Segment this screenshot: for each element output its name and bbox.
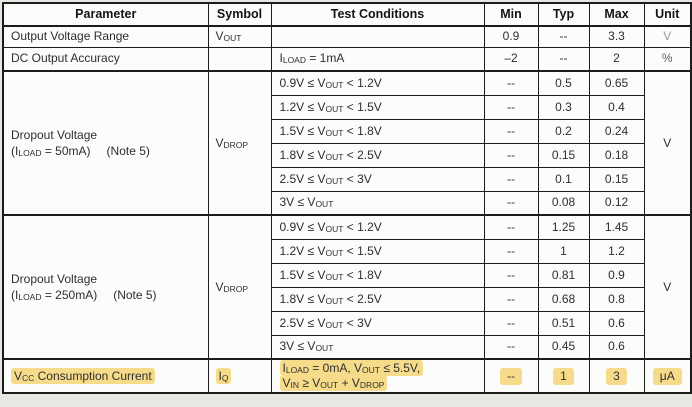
cell-max: 0.12 <box>589 191 644 215</box>
header-typ: Typ <box>538 3 589 26</box>
cell-min: -- <box>484 71 538 95</box>
cell-min: -- <box>484 359 538 393</box>
cell-unit: V <box>644 26 691 47</box>
cell-min: -- <box>484 311 538 335</box>
cell-max: 0.8 <box>589 287 644 311</box>
electrical-characteristics-table <box>2 2 692 394</box>
cell-max: 2 <box>589 47 644 71</box>
cell-typ: 0.51 <box>538 311 589 335</box>
cell-max: 3 <box>589 359 644 393</box>
cell-test-condition <box>271 359 484 393</box>
cell-test-condition: ILOAD = 1mA <box>271 47 484 71</box>
cell-min: -- <box>484 215 538 239</box>
cell-test-condition: 1.5V ≤ VOUT < 1.8V <box>271 263 484 287</box>
cell-symbol-iq <box>208 359 271 393</box>
cell-min: -- <box>484 143 538 167</box>
cell-min: 0.9 <box>484 26 538 47</box>
cell-min: -- <box>484 287 538 311</box>
cell-test-condition: 2.5V ≤ VOUT < 3V <box>271 311 484 335</box>
cell-max: 3.3 <box>589 26 644 47</box>
cell-typ: 1 <box>538 359 589 393</box>
cell-max: 1.2 <box>589 239 644 263</box>
header-min: Min <box>484 3 538 26</box>
cell-min: -- <box>484 335 538 359</box>
cell-max: 0.65 <box>589 71 644 95</box>
cell-typ: 1.25 <box>538 215 589 239</box>
header-row <box>3 3 691 26</box>
cell-min: -- <box>484 167 538 191</box>
cell-min: -- <box>484 119 538 143</box>
cell-symbol-vdrop: VDROP <box>208 215 271 359</box>
cell-typ: 0.15 <box>538 143 589 167</box>
cell-max: 0.4 <box>589 95 644 119</box>
cell-min: –2 <box>484 47 538 71</box>
cell-test-condition: 1.2V ≤ VOUT < 1.5V <box>271 239 484 263</box>
cell-test-condition: 3V ≤ VOUT <box>271 335 484 359</box>
cell-min: -- <box>484 263 538 287</box>
header-unit: Unit <box>644 3 691 26</box>
cell-typ: 0.08 <box>538 191 589 215</box>
cell-test-condition: 1.8V ≤ VOUT < 2.5V <box>271 143 484 167</box>
cell-max: 0.18 <box>589 143 644 167</box>
cell-min: -- <box>484 239 538 263</box>
cell-test-condition <box>271 26 484 47</box>
cell-max: 0.6 <box>589 311 644 335</box>
cell-max: 0.15 <box>589 167 644 191</box>
cell-typ: 0.81 <box>538 263 589 287</box>
header-symbol: Symbol <box>208 3 271 26</box>
cell-max: 0.9 <box>589 263 644 287</box>
cell-max: 0.24 <box>589 119 644 143</box>
cell-unit: V <box>644 71 691 215</box>
parameter-line2: (ILOAD = 50mA) (Note 5) <box>11 143 150 158</box>
cell-unit: μA <box>644 359 691 393</box>
table-row <box>3 71 691 95</box>
cell-symbol-vdrop: VDROP <box>208 71 271 215</box>
cell-typ: -- <box>538 26 589 47</box>
cell-parameter: DC Output Accuracy <box>3 47 208 71</box>
cell-typ: 1 <box>538 239 589 263</box>
cell-typ: -- <box>538 47 589 71</box>
table-row <box>3 215 691 239</box>
cell-test-condition: 2.5V ≤ VOUT < 3V <box>271 167 484 191</box>
cell-typ: 0.45 <box>538 335 589 359</box>
cell-typ: 0.3 <box>538 95 589 119</box>
cell-typ: 0.1 <box>538 167 589 191</box>
cell-test-condition: 1.5V ≤ VOUT < 1.8V <box>271 119 484 143</box>
parameter-line1: Dropout Voltage <box>11 271 98 286</box>
cell-typ: 0.2 <box>538 119 589 143</box>
highlight: IQ <box>216 368 232 384</box>
cell-typ: 0.68 <box>538 287 589 311</box>
header-test-conditions: Test Conditions <box>271 3 484 26</box>
table-row <box>3 26 691 47</box>
table-row-highlighted <box>3 359 691 393</box>
cell-max: 1.45 <box>589 215 644 239</box>
cell-symbol <box>208 47 271 71</box>
cell-test-condition: 0.9V ≤ VOUT < 1.2V <box>271 215 484 239</box>
cell-test-condition: 0.9V ≤ VOUT < 1.2V <box>271 71 484 95</box>
cell-min: -- <box>484 95 538 119</box>
cell-min: -- <box>484 191 538 215</box>
cell-test-condition: 1.2V ≤ VOUT < 1.5V <box>271 95 484 119</box>
header-max: Max <box>589 3 644 26</box>
cell-unit: % <box>644 47 691 71</box>
cell-parameter-vcc-current <box>3 359 208 393</box>
cell-test-condition: 3V ≤ VOUT <box>271 191 484 215</box>
cell-parameter: Output Voltage Range <box>3 26 208 47</box>
parameter-line2: (ILOAD = 250mA) (Note 5) <box>11 287 157 302</box>
cell-typ: 0.5 <box>538 71 589 95</box>
parameter-line1: Dropout Voltage <box>11 127 98 142</box>
condition-line1: ILOAD = 0mA, VOUT ≤ 5.5V, <box>280 361 477 376</box>
table-row <box>3 47 691 71</box>
cell-parameter-dropout-50ma <box>3 71 208 215</box>
note-ref: (Note 5) <box>106 143 150 158</box>
highlight: VCC Consumption Current <box>11 368 155 384</box>
condition-line2: VIN ≥ VOUT + VDROP <box>280 376 477 391</box>
cell-test-condition: 1.8V ≤ VOUT < 2.5V <box>271 287 484 311</box>
cell-symbol: VOUT <box>208 26 271 47</box>
header-parameter: Parameter <box>3 3 208 26</box>
note-ref: (Note 5) <box>113 287 157 302</box>
cell-max: 0.6 <box>589 335 644 359</box>
cell-unit: V <box>644 215 691 359</box>
cell-parameter-dropout-250ma <box>3 215 208 359</box>
